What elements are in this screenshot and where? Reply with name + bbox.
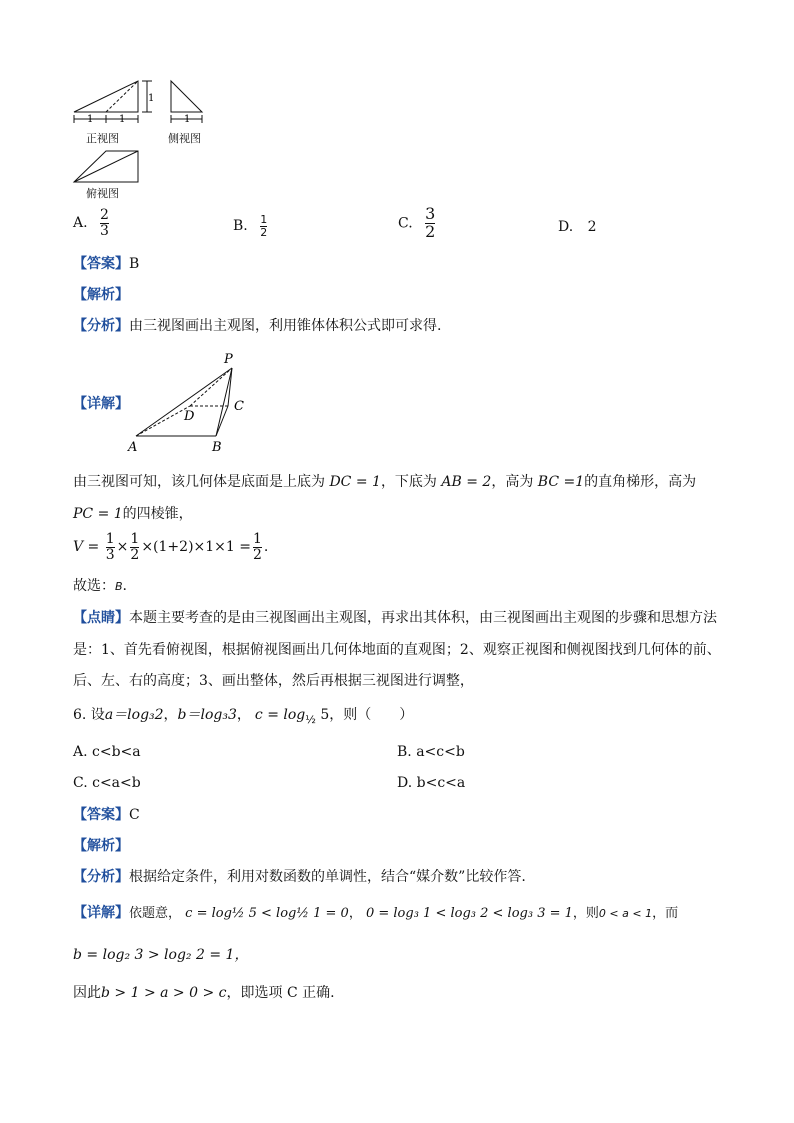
q5-opt-d-val: 2 [587,219,597,235]
q6-conclusion: 因此b > 1 > a > 0 > c，即选项 C 正确. [73,985,335,1001]
q5-option-d: D. 2 [558,219,597,235]
q5-explain-line-1: 由三视图可知，该几何体是底面是上底为 DC = 1，下底为 AB = 2，高为 BC =1的直角梯形，高为 [73,474,697,490]
q6-answer: C [129,807,140,823]
front-height-dim: 1 [148,93,155,104]
top-view-label: 俯视图 [86,187,119,200]
pyramid-figure [126,348,256,454]
front-view-label: 正视图 [86,132,119,145]
side-view-label: 侧视图 [168,132,201,145]
q6-option-d: D. b<c<a [397,775,466,791]
q5-answer-line [73,254,139,274]
q5-opt-b-den: 2 [260,225,268,239]
ab-eq: AB = 2 [441,474,492,490]
q5-option-a: A. $\frac{2}{3}$ [73,207,109,239]
front-width-dim-2: 1 [119,114,126,125]
q5-opt-b-num: 1 [260,213,268,226]
q5-fenxi-tag: 【分析】 [73,318,129,334]
q5-dianjing-line-1: 【点睛】本题主要考查的是由三视图画出主观图，再求出其体积，由三视图画出主观图的步骤和思想方法 [73,610,717,626]
vertex-d: D [184,409,195,424]
q6-fenxi-tag: 【分析】 [73,869,129,885]
q5-opt-a-den: 3 [100,222,109,239]
q5-answer-tag: 【答案】 [73,256,129,272]
q5-detail-tag: 【详解】 [73,396,129,412]
vertex-p: P [224,352,233,367]
q5-option-c: C. $\frac{3}{2}$ [398,204,436,241]
q5-analysis-line [73,285,129,305]
q5-fenxi-text: 由三视图画出主观图，利用锥体体积公式即可求得. [129,318,442,334]
q6-detail-line: 【详解】依题意， c = log½ 5 < log½ 1 = 0， 0 = log₃ 1 < log₃ 2 < log₃ 3 = 1，则0 < a < 1，而 [73,905,679,921]
top-view [74,151,138,182]
q5-answer: B [129,256,140,272]
q5-analysis-tag: 【解析】 [73,287,129,303]
q6-b-line: b = log₂ 3 > log₂ 2 = 1， [73,947,249,963]
dc-eq: DC = 1 [329,474,381,490]
q6-answer-tag: 【答案】 [73,807,129,823]
q5-opt-c-den: 2 [425,221,436,241]
q5-detail-line [73,394,129,414]
q6-ineq-2: 0 = log₃ 1 < log₃ 2 < log₃ 3 = 1 [365,906,573,921]
front-width-dim-1: 1 [87,114,94,125]
q5-explain-line-2: PC = 1的四棱锥， [73,506,193,522]
q5-dianjing-line-3: 后、左、右的高度；3、画出整体，然后再根据三视图进行调整， [73,673,474,689]
q5-opt-c-num: 3 [425,204,436,223]
q6-option-b: B. a<c<b [397,744,465,760]
front-view [74,81,155,123]
side-width-dim: 1 [184,114,191,125]
bc-eq: BC =1 [537,474,585,490]
q5-volume-formula: V = $\frac{1}{3}$ × $\frac{1}{2}$ ×(1+2)×1×1 = $\frac{1}{2}$ . [73,531,269,563]
q5-dianjing-tag: 【点睛】 [73,610,129,626]
vertex-b: B [212,440,222,454]
q6-analysis-tag: 【解析】 [73,838,129,854]
q6-option-c: C. c<a<b [73,775,141,791]
q5-opt-a-num: 2 [100,207,109,223]
q6-analysis-line [73,836,129,856]
q6-fenxi-line: 【分析】根据给定条件，利用对数函数的单调性，结合“媒介数”比较作答. [73,869,526,885]
vertex-a: A [128,440,138,454]
q5-option-b: B. $\frac{1}{2}$ [233,213,268,239]
q6-ineq-3: 0 < a < 1 [598,907,653,920]
q6-option-a: A. c<b<a [73,744,141,760]
q6-stem: 6. 设a＝log₃2，b＝log₃3， $c = \log_{\frac{1}{2}} 5$，则（ ） [73,707,414,726]
q5-fenxi-line [73,316,441,336]
q6-ineq-1: c = log½ 5 < log½ 1 = 0 [185,906,349,921]
q6-answer-line [73,805,140,825]
q5-choose-line: 故选：B. [73,578,127,594]
q6-detail-tag: 【详解】 [73,905,129,921]
q5-dianjing-line-2: 是：1、首先看俯视图，根据俯视图画出几何体地面的直观图；2、观察正视图和侧视图找到几何体的前、 [73,642,721,658]
pc-eq: PC = 1 [73,506,123,522]
vertex-c: C [234,399,244,414]
